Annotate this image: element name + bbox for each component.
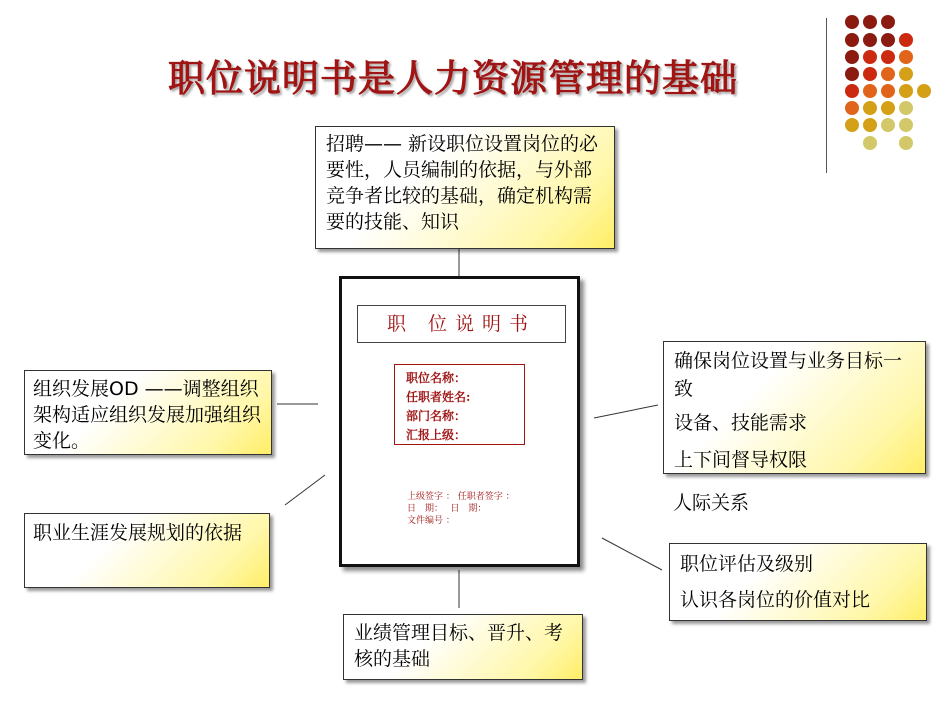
field-department: 部门名称： [406, 409, 467, 423]
org-development-box [24, 370, 272, 455]
ensure-line3: 上下间督导权限 [674, 449, 808, 471]
evaluation-box [669, 543, 927, 621]
eval-line2: 认识各岗位的价值对比 [680, 589, 871, 611]
page-title: 职位说明书是人力资源管理的基础 [168, 56, 738, 100]
connector-ensure [594, 405, 658, 418]
field-employee-name: 任职者姓名: [406, 390, 471, 404]
performance-box [343, 614, 583, 680]
career-development-box [24, 513, 270, 588]
recruit-text: 招聘—— 新设职位设置岗位的必要性，人员编制的依据，与外部竞争者比较的基础，确定机构需要的技能、知识 [326, 133, 599, 233]
sign-line-dates: 日 期： 日 期： [407, 504, 487, 514]
sign-line-signatures: 上级签字 ： 任职者签字 ： [407, 492, 515, 502]
career-development-text: 职业生涯发展规划的依据 [33, 522, 243, 544]
field-position-name: 职位名称： [406, 371, 467, 385]
eval-line1: 职位评估及级别 [680, 553, 814, 575]
performance-text: 业绩管理目标、晋升、考核的基础 [354, 622, 564, 670]
ensure-line2: 设备、技能需求 [674, 412, 808, 434]
document-fields [394, 364, 525, 445]
ensure-line1: 确保岗位设置与业务目标一致 [674, 350, 903, 400]
job-description-document [339, 276, 580, 567]
org-development-text: 组织发展OD ——调整组织架构适应组织发展加强组织变化。 [33, 378, 262, 452]
connector-eval [602, 538, 662, 570]
document-signature-area [407, 491, 515, 527]
ensure-position-box [663, 341, 926, 474]
relations-text: 人际关系 [673, 492, 750, 514]
sign-line-file-number: 文件编号 ： [407, 516, 455, 526]
field-reports-to: 汇报上级： [406, 428, 467, 442]
connector-career [285, 475, 325, 505]
document-title: 职 位说明书 [357, 305, 566, 343]
recruit-box [315, 126, 615, 249]
